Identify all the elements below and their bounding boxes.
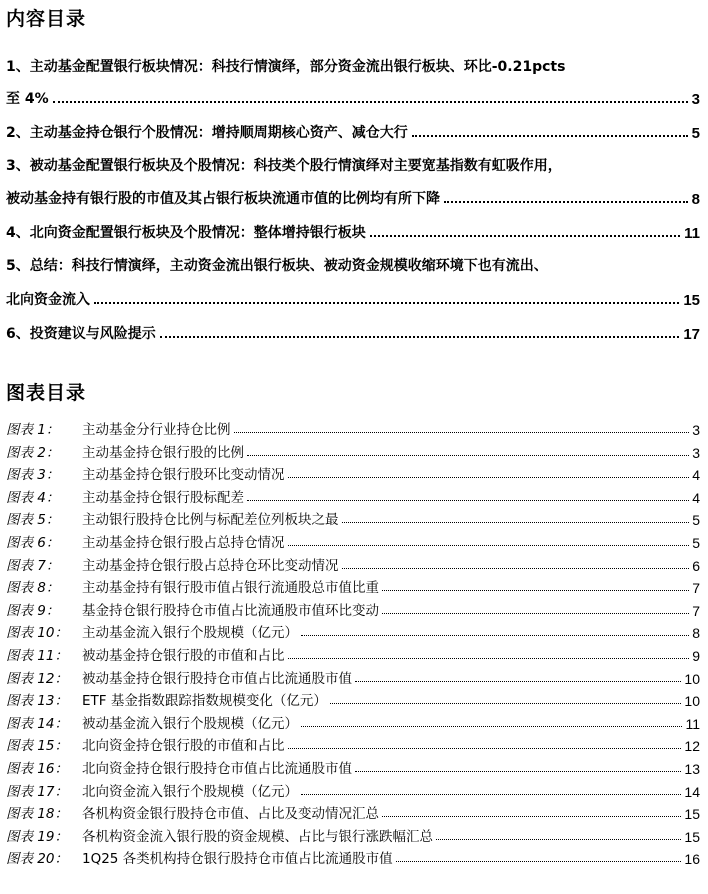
toc-entry-page: 3 bbox=[691, 91, 700, 108]
dot-leader bbox=[234, 432, 690, 433]
toc-entry-3[interactable] bbox=[6, 186, 700, 208]
dot-leader bbox=[288, 658, 690, 659]
dot-leader bbox=[355, 771, 681, 772]
dot-leader bbox=[288, 477, 690, 478]
toc-entry-title-line: 5、总结：科技行情演绎，主动资金流出银行板块、被动资金规模收缩环境下也有流出、 bbox=[6, 258, 548, 274]
dot-leader bbox=[301, 726, 682, 727]
figure-entry-11[interactable] bbox=[6, 644, 700, 664]
dot-leader bbox=[330, 703, 682, 704]
dot-leader bbox=[382, 613, 689, 614]
figure-label: 图表 10： bbox=[6, 625, 68, 641]
figure-title: 各机构资金流入银行股的资金规模、占比与银行涨跌幅汇总 bbox=[82, 829, 433, 845]
figure-entry-12[interactable] bbox=[6, 667, 700, 687]
figure-entry-3[interactable] bbox=[6, 463, 700, 483]
figure-label: 图表 8： bbox=[6, 580, 60, 596]
figure-label: 图表 16： bbox=[6, 761, 68, 777]
figure-title: 主动基金持仓银行股占总持仓情况 bbox=[82, 535, 285, 551]
dot-leader bbox=[247, 455, 689, 456]
figure-page: 12 bbox=[684, 738, 700, 754]
figure-label: 图表 12： bbox=[6, 671, 68, 687]
figure-title: 各机构资金银行股持仓市值、占比及变动情况汇总 bbox=[82, 806, 379, 822]
dot-leader bbox=[382, 816, 681, 817]
figure-title: 主动基金持有银行股市值占银行流通股总市值比重 bbox=[82, 580, 379, 596]
figure-title: 被动基金持仓银行股的市值和占比 bbox=[82, 648, 285, 664]
figure-title: 主动基金流入银行个股规模（亿元） bbox=[82, 625, 298, 641]
dot-leader bbox=[412, 135, 688, 137]
figure-label: 图表 5： bbox=[6, 512, 60, 528]
figure-title: 基金持仓银行股持仓市值占比流通股市值环比变动 bbox=[82, 603, 379, 619]
toc-entry-title-line: 3、被动基金配置银行板块及个股情况：科技类个股行情演绎对主要宽基指数有虹吸作用， bbox=[6, 158, 562, 174]
dot-leader bbox=[342, 568, 690, 569]
dot-leader bbox=[396, 861, 682, 862]
figure-list-heading: 图表目录 bbox=[6, 382, 87, 404]
figure-page: 8 bbox=[692, 625, 700, 641]
toc-entry-title: 被动基金持有银行股的市值及其占银行板块流通市值的比例均有所下降 bbox=[6, 191, 440, 207]
dot-leader bbox=[342, 522, 690, 523]
figure-label: 图表 7： bbox=[6, 558, 60, 574]
figure-page: 4 bbox=[692, 490, 700, 506]
figure-entry-14[interactable] bbox=[6, 712, 700, 732]
figure-title: 主动基金持仓银行股环比变动情况 bbox=[82, 467, 285, 483]
figure-title: 北向资金流入银行个股规模（亿元） bbox=[82, 784, 298, 800]
figure-label: 图表 17： bbox=[6, 784, 68, 800]
dot-leader bbox=[382, 590, 689, 591]
toc-entry-6[interactable] bbox=[6, 321, 700, 343]
toc-entry-title: 4、北向资金配置银行板块及个股情况：整体增持银行板块 bbox=[6, 225, 366, 241]
dot-leader bbox=[247, 500, 689, 501]
figure-label: 图表 14： bbox=[6, 716, 68, 732]
dot-leader bbox=[355, 681, 681, 682]
figure-page: 7 bbox=[692, 603, 700, 619]
figure-title: 主动基金持仓银行股标配差 bbox=[82, 490, 244, 506]
toc-entry-4[interactable] bbox=[6, 220, 700, 242]
figure-page: 6 bbox=[692, 558, 700, 574]
figure-title: 主动基金分行业持仓比例 bbox=[82, 422, 231, 438]
figure-page: 5 bbox=[692, 512, 700, 528]
figure-label: 图表 11： bbox=[6, 648, 68, 664]
figure-entry-15[interactable] bbox=[6, 734, 700, 754]
figure-entry-16[interactable] bbox=[6, 757, 700, 777]
dot-leader bbox=[301, 635, 689, 636]
figure-entry-9[interactable] bbox=[6, 599, 700, 619]
figure-page: 14 bbox=[684, 784, 700, 800]
toc-entry-page: 17 bbox=[683, 326, 700, 343]
figure-label: 图表 15： bbox=[6, 738, 68, 754]
figure-title: 主动基金持仓银行股的比例 bbox=[82, 445, 244, 461]
dot-leader bbox=[436, 839, 681, 840]
toc-entry-page: 5 bbox=[691, 125, 700, 142]
figure-page: 3 bbox=[692, 445, 700, 461]
figure-entry-6[interactable] bbox=[6, 531, 700, 551]
figure-label: 图表 1： bbox=[6, 422, 60, 438]
toc-entry-2[interactable] bbox=[6, 120, 700, 142]
figure-title: 北向资金持仓银行股持仓市值占比流通股市值 bbox=[82, 761, 352, 777]
dot-leader bbox=[444, 201, 688, 203]
figure-entry-4[interactable] bbox=[6, 486, 700, 506]
figure-label: 图表 19： bbox=[6, 829, 68, 845]
dot-leader bbox=[301, 794, 681, 795]
figure-label: 图表 18： bbox=[6, 806, 68, 822]
figure-entry-10[interactable] bbox=[6, 621, 700, 641]
figure-entry-20[interactable] bbox=[6, 847, 700, 867]
figure-label: 图表 3： bbox=[6, 467, 60, 483]
figure-page: 16 bbox=[684, 851, 700, 867]
figure-page: 9 bbox=[692, 648, 700, 664]
toc-entry-title: 至 4% bbox=[6, 91, 49, 107]
figure-title: 1Q25 各类机构持仓银行股持仓市值占比流通股市值 bbox=[82, 851, 393, 867]
figure-page: 10 bbox=[684, 693, 700, 709]
dot-leader bbox=[288, 545, 690, 546]
figure-label: 图表 4： bbox=[6, 490, 60, 506]
dot-leader bbox=[94, 302, 679, 304]
toc-entry-title: 6、投资建议与风险提示 bbox=[6, 326, 156, 342]
figure-label: 图表 2： bbox=[6, 445, 60, 461]
dot-leader bbox=[160, 336, 680, 338]
toc-entry-title-line: 1、主动基金配置银行板块情况：科技行情演绎，部分资金流出银行板块、环比-0.21pcts bbox=[6, 59, 566, 75]
figure-entry-1[interactable] bbox=[6, 418, 700, 438]
figure-title: 北向资金持仓银行股的市值和占比 bbox=[82, 738, 285, 754]
figure-page: 15 bbox=[684, 806, 700, 822]
figure-entry-17[interactable] bbox=[6, 780, 700, 800]
figure-entry-19[interactable] bbox=[6, 825, 700, 845]
toc-entry-title: 2、主动基金持仓银行个股情况：增持顺周期核心资产、减仓大行 bbox=[6, 125, 408, 141]
figure-page: 15 bbox=[684, 829, 700, 845]
toc-heading: 内容目录 bbox=[6, 8, 87, 30]
toc-entry-page: 15 bbox=[683, 292, 700, 309]
toc-entry-title: 北向资金流入 bbox=[6, 292, 90, 308]
toc-entry-1[interactable] bbox=[6, 86, 700, 108]
figure-page: 5 bbox=[692, 535, 700, 551]
figure-entry-2[interactable] bbox=[6, 441, 700, 461]
figure-title: ETF 基金指数跟踪指数规模变化（亿元） bbox=[82, 693, 327, 709]
figure-page: 10 bbox=[684, 671, 700, 687]
figure-page: 3 bbox=[692, 422, 700, 438]
figure-page: 13 bbox=[684, 761, 700, 777]
dot-leader bbox=[288, 748, 682, 749]
figure-title: 主动基金持仓银行股占总持仓环比变动情况 bbox=[82, 558, 339, 574]
toc-entry-5[interactable] bbox=[6, 287, 700, 309]
figure-entry-8[interactable] bbox=[6, 576, 700, 596]
dot-leader bbox=[370, 235, 680, 237]
figure-title: 被动基金流入银行个股规模（亿元） bbox=[82, 716, 298, 732]
figure-entry-7[interactable] bbox=[6, 554, 700, 574]
figure-label: 图表 9： bbox=[6, 603, 60, 619]
figure-title: 被动基金持仓银行股持仓市值占比流通股市值 bbox=[82, 671, 352, 687]
dot-leader bbox=[53, 101, 688, 103]
figure-label: 图表 6： bbox=[6, 535, 60, 551]
figure-page: 7 bbox=[692, 580, 700, 596]
toc-entry-page: 8 bbox=[691, 191, 700, 208]
figure-label: 图表 13： bbox=[6, 693, 68, 709]
figure-label: 图表 20： bbox=[6, 851, 68, 867]
figure-page: 4 bbox=[692, 467, 700, 483]
figure-entry-5[interactable] bbox=[6, 508, 700, 528]
figure-entry-18[interactable] bbox=[6, 802, 700, 822]
figure-entry-13[interactable] bbox=[6, 689, 700, 709]
figure-title: 主动银行股持仓比例与标配差位列板块之最 bbox=[82, 512, 339, 528]
toc-entry-page: 11 bbox=[684, 225, 700, 242]
figure-page: 11 bbox=[685, 716, 700, 732]
